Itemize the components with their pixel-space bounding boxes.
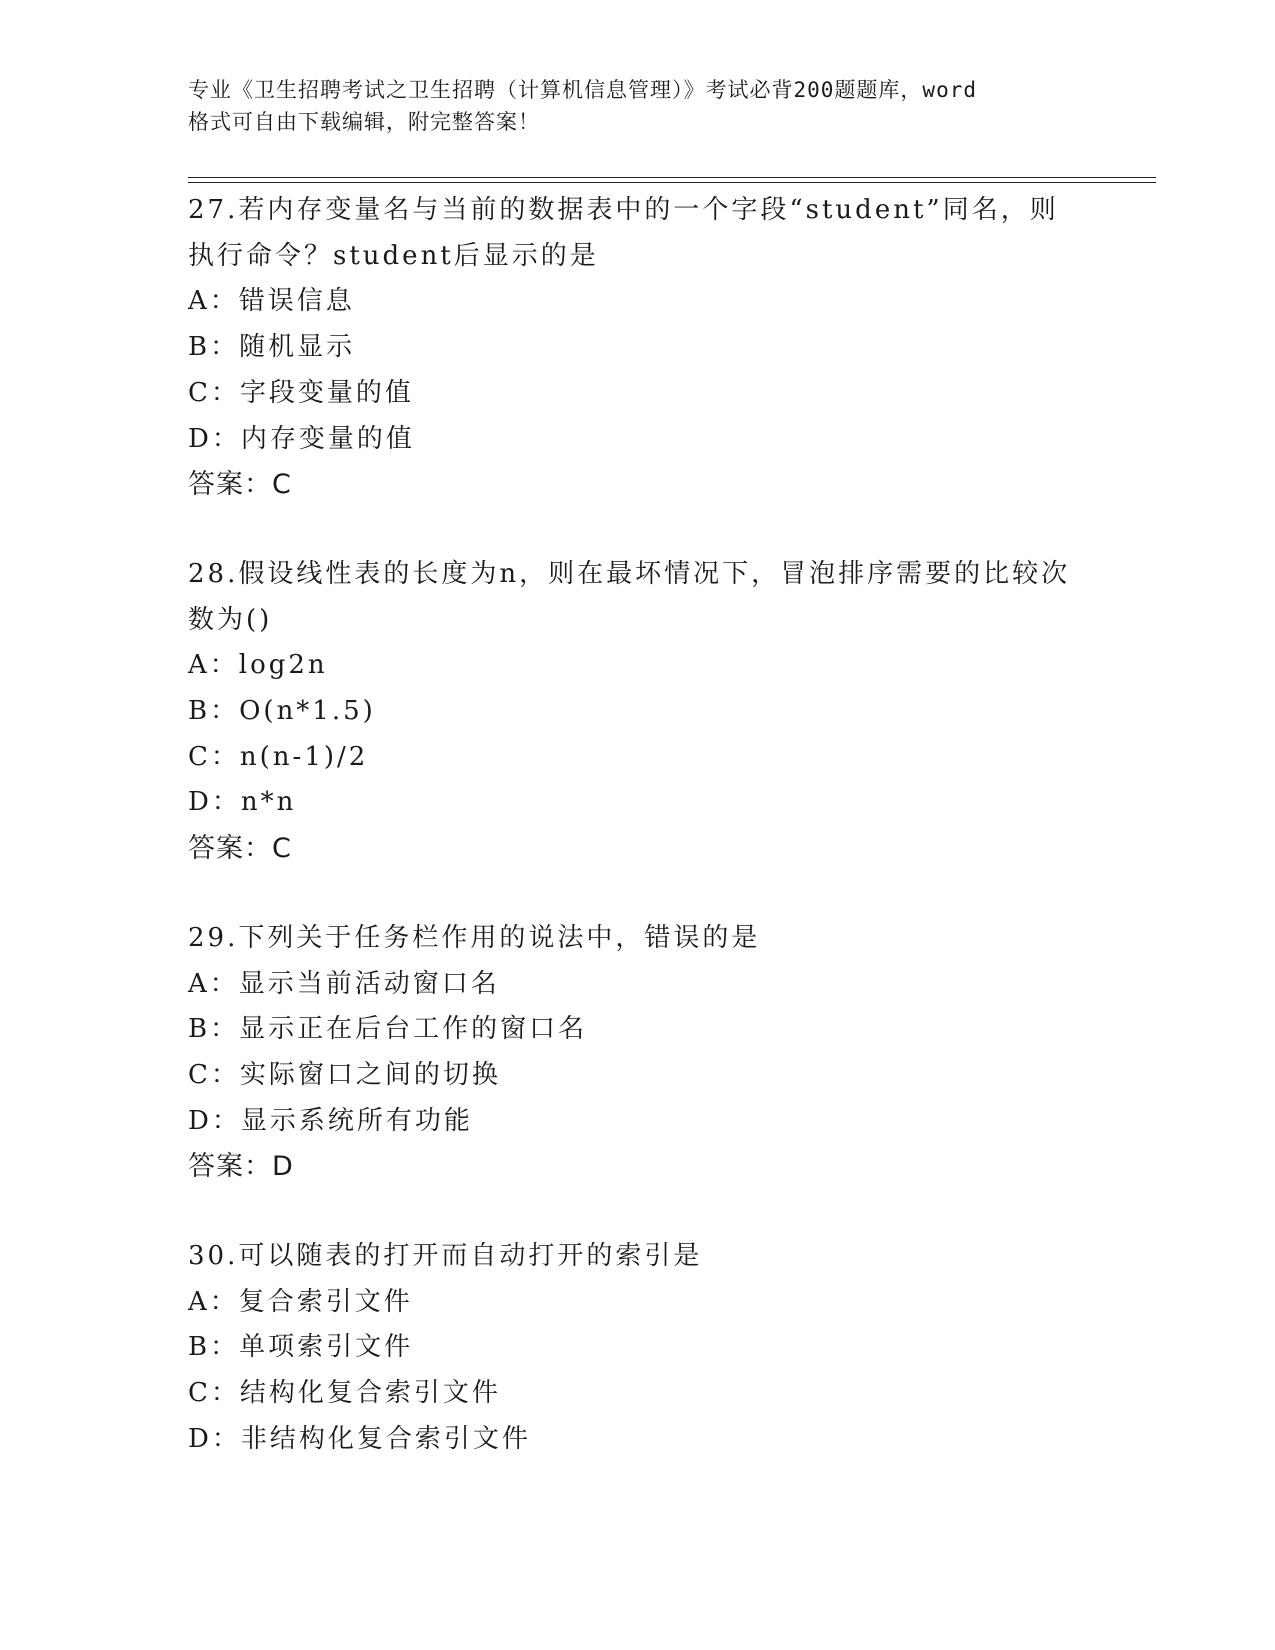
answer-option: C：字段变量的值 bbox=[188, 377, 414, 408]
answer-option: B：显示正在后台工作的窗口名 bbox=[188, 1014, 588, 1045]
question-stem-line: 数为() bbox=[188, 604, 273, 635]
answer-option: B：O(n*1.5) bbox=[188, 696, 376, 727]
answer-option: A：显示当前活动窗口名 bbox=[188, 968, 500, 999]
answer-option: B：单项索引文件 bbox=[188, 1332, 414, 1363]
question-stem-line: 29.下列关于任务栏作用的说法中，错误的是 bbox=[188, 922, 761, 953]
question-stem-line: 28.假设线性表的长度为n，则在最坏情况下，冒泡排序需要的比较次 bbox=[188, 558, 1071, 589]
answer-option: B：随机显示 bbox=[188, 332, 356, 363]
question-stem-line: 30.可以随表的打开而自动打开的索引是 bbox=[188, 1241, 703, 1272]
header-line-1: 专业《卫生招聘考试之卫生招聘（计算机信息管理）》考试必背200题题库，word bbox=[188, 78, 977, 102]
answer-option: D：内存变量的值 bbox=[188, 423, 415, 454]
answer-key: 答案：C bbox=[188, 469, 292, 501]
question-stem-line: 27.若内存变量名与当前的数据表中的一个字段“student”同名，则 bbox=[188, 195, 1059, 225]
answer-option: D：显示系统所有功能 bbox=[188, 1105, 473, 1136]
question-list bbox=[188, 188, 1108, 1463]
answer-option: C：n(n-1)/2 bbox=[188, 741, 369, 772]
question-block bbox=[188, 916, 1108, 1190]
question-block bbox=[188, 552, 1108, 872]
answer-key: 答案：C bbox=[188, 833, 292, 865]
question-stem-line: 执行命令？student后显示的是 bbox=[188, 240, 599, 271]
answer-option: C：结构化复合索引文件 bbox=[188, 1378, 501, 1409]
header-divider-top bbox=[188, 177, 1156, 178]
answer-key: 答案：D bbox=[188, 1151, 294, 1183]
answer-option: C：实际窗口之间的切换 bbox=[188, 1059, 501, 1090]
answer-option: A：log2n bbox=[188, 650, 328, 681]
answer-option: A：复合索引文件 bbox=[188, 1286, 413, 1317]
answer-option: A：错误信息 bbox=[188, 286, 355, 317]
answer-option: D：非结构化复合索引文件 bbox=[188, 1423, 531, 1454]
answer-option: D：n*n bbox=[188, 787, 297, 818]
question-block bbox=[188, 188, 1108, 508]
header-divider-bottom bbox=[188, 182, 1156, 183]
document-header bbox=[188, 74, 1088, 138]
header-line-2: 格式可自由下载编辑，附完整答案！ bbox=[188, 110, 540, 134]
question-block bbox=[188, 1234, 1108, 1463]
